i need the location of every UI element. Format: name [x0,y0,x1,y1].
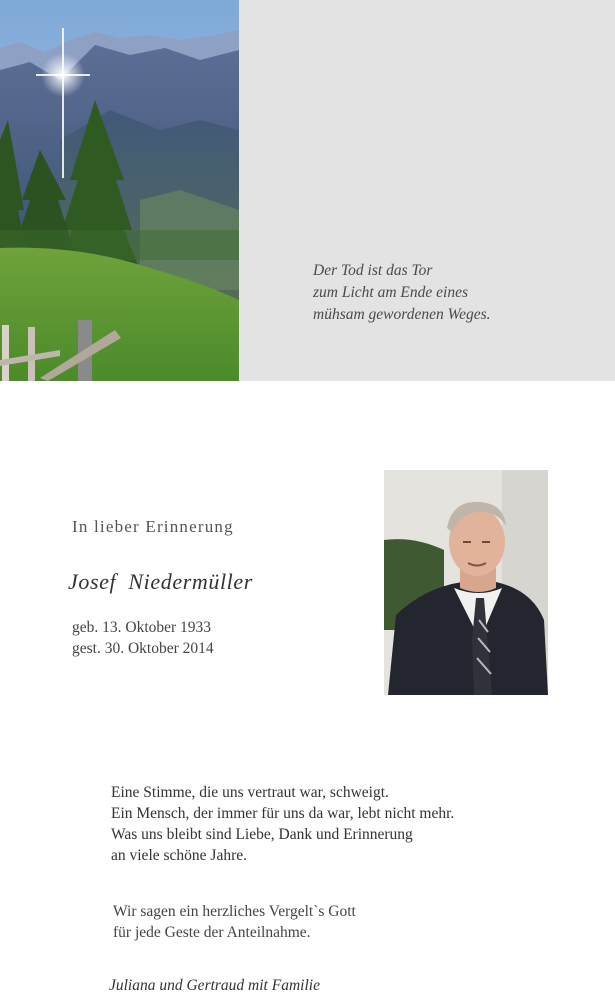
family-signature: Juliana und Gertraud mit Familie [109,977,320,994]
quote-line: mühsam gewordenen Weges. [313,306,491,323]
landscape-image [0,0,239,381]
quote-line: Der Tod ist das Tor [313,262,433,279]
verse-line: Was uns bleibt sind Liebe, Dank und Erinnerung [111,826,413,843]
quote-line: zum Licht am Ende eines [313,284,468,301]
memorial-verse [111,782,454,866]
verse-line: Ein Mensch, der immer für uns da war, lebt nicht mehr. [111,805,455,822]
quote-text [313,260,491,326]
birth-date: geb. 13. Oktober 1933 [72,619,212,636]
verse-line: an viele schöne Jahre. [111,847,247,864]
portrait-photo [384,470,548,695]
death-date: gest. 30. Oktober 2014 [72,640,214,657]
deceased-name: Josef Niedermüller [68,569,253,594]
thanks-line: Wir sagen ein herzliches Vergelt`s Gott [113,903,356,920]
thanks-text [113,901,356,943]
verse-line: Eine Stimme, die uns vertraut war, schweigt. [111,784,389,801]
memorial-heading: In lieber Erinnerung [72,517,234,536]
life-dates [72,617,214,659]
thanks-line: für jede Geste der Anteilnahme. [113,924,311,941]
